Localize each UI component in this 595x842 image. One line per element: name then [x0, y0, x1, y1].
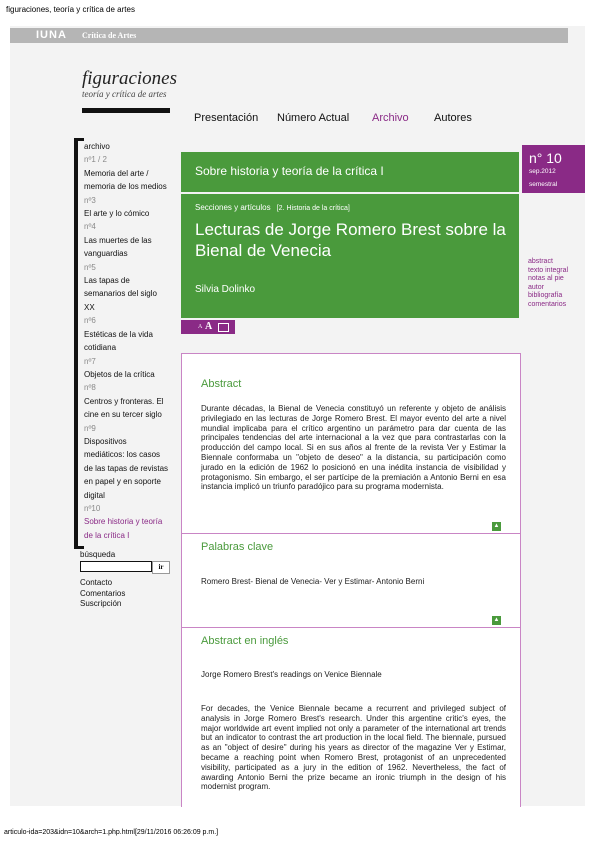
archive-issue-number[interactable]: nº4: [84, 222, 96, 232]
archive-item[interactable]: Dispositivos: [84, 436, 127, 446]
issue-heading: Sobre historia y teoría de la crítica I: [195, 164, 384, 178]
iuna-subtitle: Crítica de Artes: [82, 31, 137, 40]
archive-item[interactable]: Las tapas de: [84, 276, 130, 286]
anchor-notas[interactable]: notas al pie: [528, 275, 564, 283]
divider: [181, 627, 521, 628]
print-header: figuraciones, teoría y crítica de artes: [6, 5, 135, 14]
archive-item[interactable]: mediáticos: los casos: [84, 450, 161, 460]
site-subtitle: teoría y crítica de artes: [82, 89, 167, 99]
archive-item[interactable]: digital: [84, 490, 105, 500]
search-label: búsqueda: [80, 550, 116, 559]
archive-item[interactable]: semanarios del siglo: [84, 289, 157, 299]
archive-issue-number[interactable]: nº5: [84, 262, 96, 272]
text-line: awarding Antonio Berni the prize became an ironic triumph in the design of his: [201, 772, 506, 782]
keywords-text: Romero Brest- Bienal de Venecia- Ver y Estimar- Antonio Berni: [201, 577, 425, 586]
nav-autores[interactable]: Autores: [434, 112, 472, 124]
abstract-title: Abstract: [201, 378, 242, 390]
issue-date: sep.2012: [529, 168, 556, 175]
archive-issue-number[interactable]: nº3: [84, 195, 96, 205]
archive-issue-number[interactable]: nº7: [84, 356, 96, 366]
article-title: [195, 219, 510, 261]
abstract-body: [201, 404, 506, 492]
text-line: principales tendencias del arte internacional a la vez que para contrastarlas con la: [201, 433, 506, 443]
text-line: visibility, participated as a jury in the edition of 1962. Nevertheless, the fact of: [201, 762, 506, 772]
sidebar-bracket: [74, 138, 78, 549]
font-decrease-icon[interactable]: A: [198, 324, 203, 330]
text-line: but an indicator to contrast the art production in the local field. The biennale, pursued: [201, 733, 506, 743]
archive-item[interactable]: Memoria del arte /: [84, 168, 149, 178]
archive-item[interactable]: archivo: [84, 142, 110, 151]
back-to-top-icon[interactable]: ▲: [493, 523, 500, 529]
anchor-autor[interactable]: autor: [528, 283, 544, 291]
text-line: became a reaching point when Romero Brest, protagonist of an unprecedented: [201, 752, 506, 762]
font-increase-icon[interactable]: A: [205, 321, 213, 332]
site-title[interactable]: figuraciones: [82, 68, 177, 89]
text-line: jurado en la edición de 1962 lo posicionó en una inédita instancia de visibilidad y: [201, 462, 506, 472]
abstract-en-body: [201, 704, 506, 792]
text-line: For decades, the Venice Biennale became a recurrent and privileged subject of: [201, 704, 506, 713]
text-line: major worldwide art event implied not only a parameter of the international art trends: [201, 723, 506, 733]
archive-item[interactable]: Sobre historia y teoría: [84, 517, 163, 527]
archive-item[interactable]: Las muertes de las: [84, 235, 152, 245]
issue-period: semestral: [529, 181, 558, 188]
anchor-bibliografia[interactable]: bibliografía: [528, 292, 563, 300]
article-title-line2: Bienal de Venecia: [195, 241, 332, 260]
archive-item[interactable]: en papel y en soporte: [84, 477, 161, 487]
text-line: analysis in Jorge Romero Brest's research. Under this argentine critic's eyes, the: [201, 713, 506, 723]
keywords-title: Palabras clave: [201, 541, 274, 553]
archive-issue-number[interactable]: nº8: [84, 383, 96, 393]
abstract-en-title: Abstract en inglés: [201, 635, 289, 647]
section-line: Secciones y artículos [2. Historia de la crítica]: [195, 203, 350, 212]
text-line: Biennale conformaba un "objeto de deseo" a la distancia, su participación como: [201, 452, 506, 462]
iuna-logo[interactable]: IUNA: [36, 29, 67, 41]
anchor-texto-integral[interactable]: texto integral: [528, 266, 569, 274]
sidebar-bracket-bottom: [74, 546, 84, 549]
article-anchor-links: [528, 258, 568, 310]
archive-item[interactable]: Objetos de la crítica: [84, 369, 155, 379]
archive-item[interactable]: cine en su tercer siglo: [84, 410, 162, 420]
nav-numero-actual[interactable]: Número Actual: [277, 112, 350, 124]
issue-number: n° 10: [529, 150, 562, 166]
archive-item[interactable]: Centros y fronteras. El: [84, 396, 164, 406]
abstract-en-subtitle: Jorge Romero Brest's readings on Venice Biennale: [201, 670, 382, 679]
link-contacto[interactable]: Contacto: [80, 578, 113, 587]
archive-item[interactable]: El arte y lo cómico: [84, 209, 150, 219]
text-line: producción del campo local. Si en sus años al frente de la revista Ver y Estimar la: [201, 443, 506, 453]
text-line: protagonismo. Sin embargo, el ser partícipe de la premiación a Antonio Berni en esa: [201, 472, 506, 482]
archive-issue-number[interactable]: nº10: [84, 503, 101, 513]
archive-item[interactable]: memoria de los medios: [84, 182, 167, 192]
link-suscripcion[interactable]: Suscripción: [80, 599, 122, 608]
search-input[interactable]: [80, 561, 152, 572]
archive-list: [84, 140, 174, 542]
text-line: mundial implicaba para el crítico argentino un parámetro para dar cuenta de las: [201, 423, 506, 433]
anchor-abstract[interactable]: abstract: [528, 258, 553, 265]
title-rule: [82, 108, 170, 113]
divider: [181, 533, 521, 534]
anchor-comentarios[interactable]: comentarios: [528, 300, 567, 308]
footer-links: [80, 578, 125, 610]
search-button[interactable]: ir: [152, 561, 170, 574]
text-line: as an "object of desire" during his years as director of the magazine Ver y Estimar,: [201, 743, 506, 753]
text-line: Durante décadas, la Bienal de Venecia constituyó un referente y objeto de análisis: [201, 404, 506, 413]
back-to-top-icon[interactable]: ▲: [493, 617, 500, 623]
section-label[interactable]: Secciones y artículos: [195, 203, 271, 212]
archive-item[interactable]: XX: [84, 302, 95, 312]
text-line: privilegiado en las lecturas de Jorge Romero Brest. El mayor evento del arte a nivel: [201, 413, 506, 423]
archive-issue-number[interactable]: nº1 / 2: [84, 155, 107, 165]
text-line: instancia implicó un triunfo paradójico para su programa modernista.: [201, 482, 444, 492]
archive-item[interactable]: vanguardias: [84, 249, 128, 259]
print-icon[interactable]: [218, 323, 229, 332]
nav-presentacion[interactable]: Presentación: [194, 112, 259, 124]
nav-archivo[interactable]: Archivo: [372, 112, 409, 124]
archive-item[interactable]: de la crítica I: [84, 530, 130, 540]
sidebar-bracket-top: [74, 138, 84, 141]
article-author[interactable]: Silvia Dolinko: [195, 284, 256, 295]
archive-item[interactable]: Estéticas de la vida: [84, 329, 153, 339]
print-footer: articulo-ida=203&idn=10&arch=1.php.html[29/11/2016 06:26:09 p.m.]: [4, 829, 219, 836]
subsection-label[interactable]: 2. Historia de la crítica: [278, 205, 348, 212]
archive-item[interactable]: cotidiana: [84, 343, 117, 353]
archive-item[interactable]: de las tapas de revistas: [84, 463, 169, 473]
text-line: modernist program.: [201, 782, 271, 792]
link-comentarios[interactable]: Comentarios: [80, 588, 126, 598]
archive-issue-number[interactable]: nº6: [84, 316, 96, 326]
archive-issue-number[interactable]: nº9: [84, 423, 96, 433]
article-title-line1: Lecturas de Jorge Romero Brest sobre la: [195, 220, 506, 239]
